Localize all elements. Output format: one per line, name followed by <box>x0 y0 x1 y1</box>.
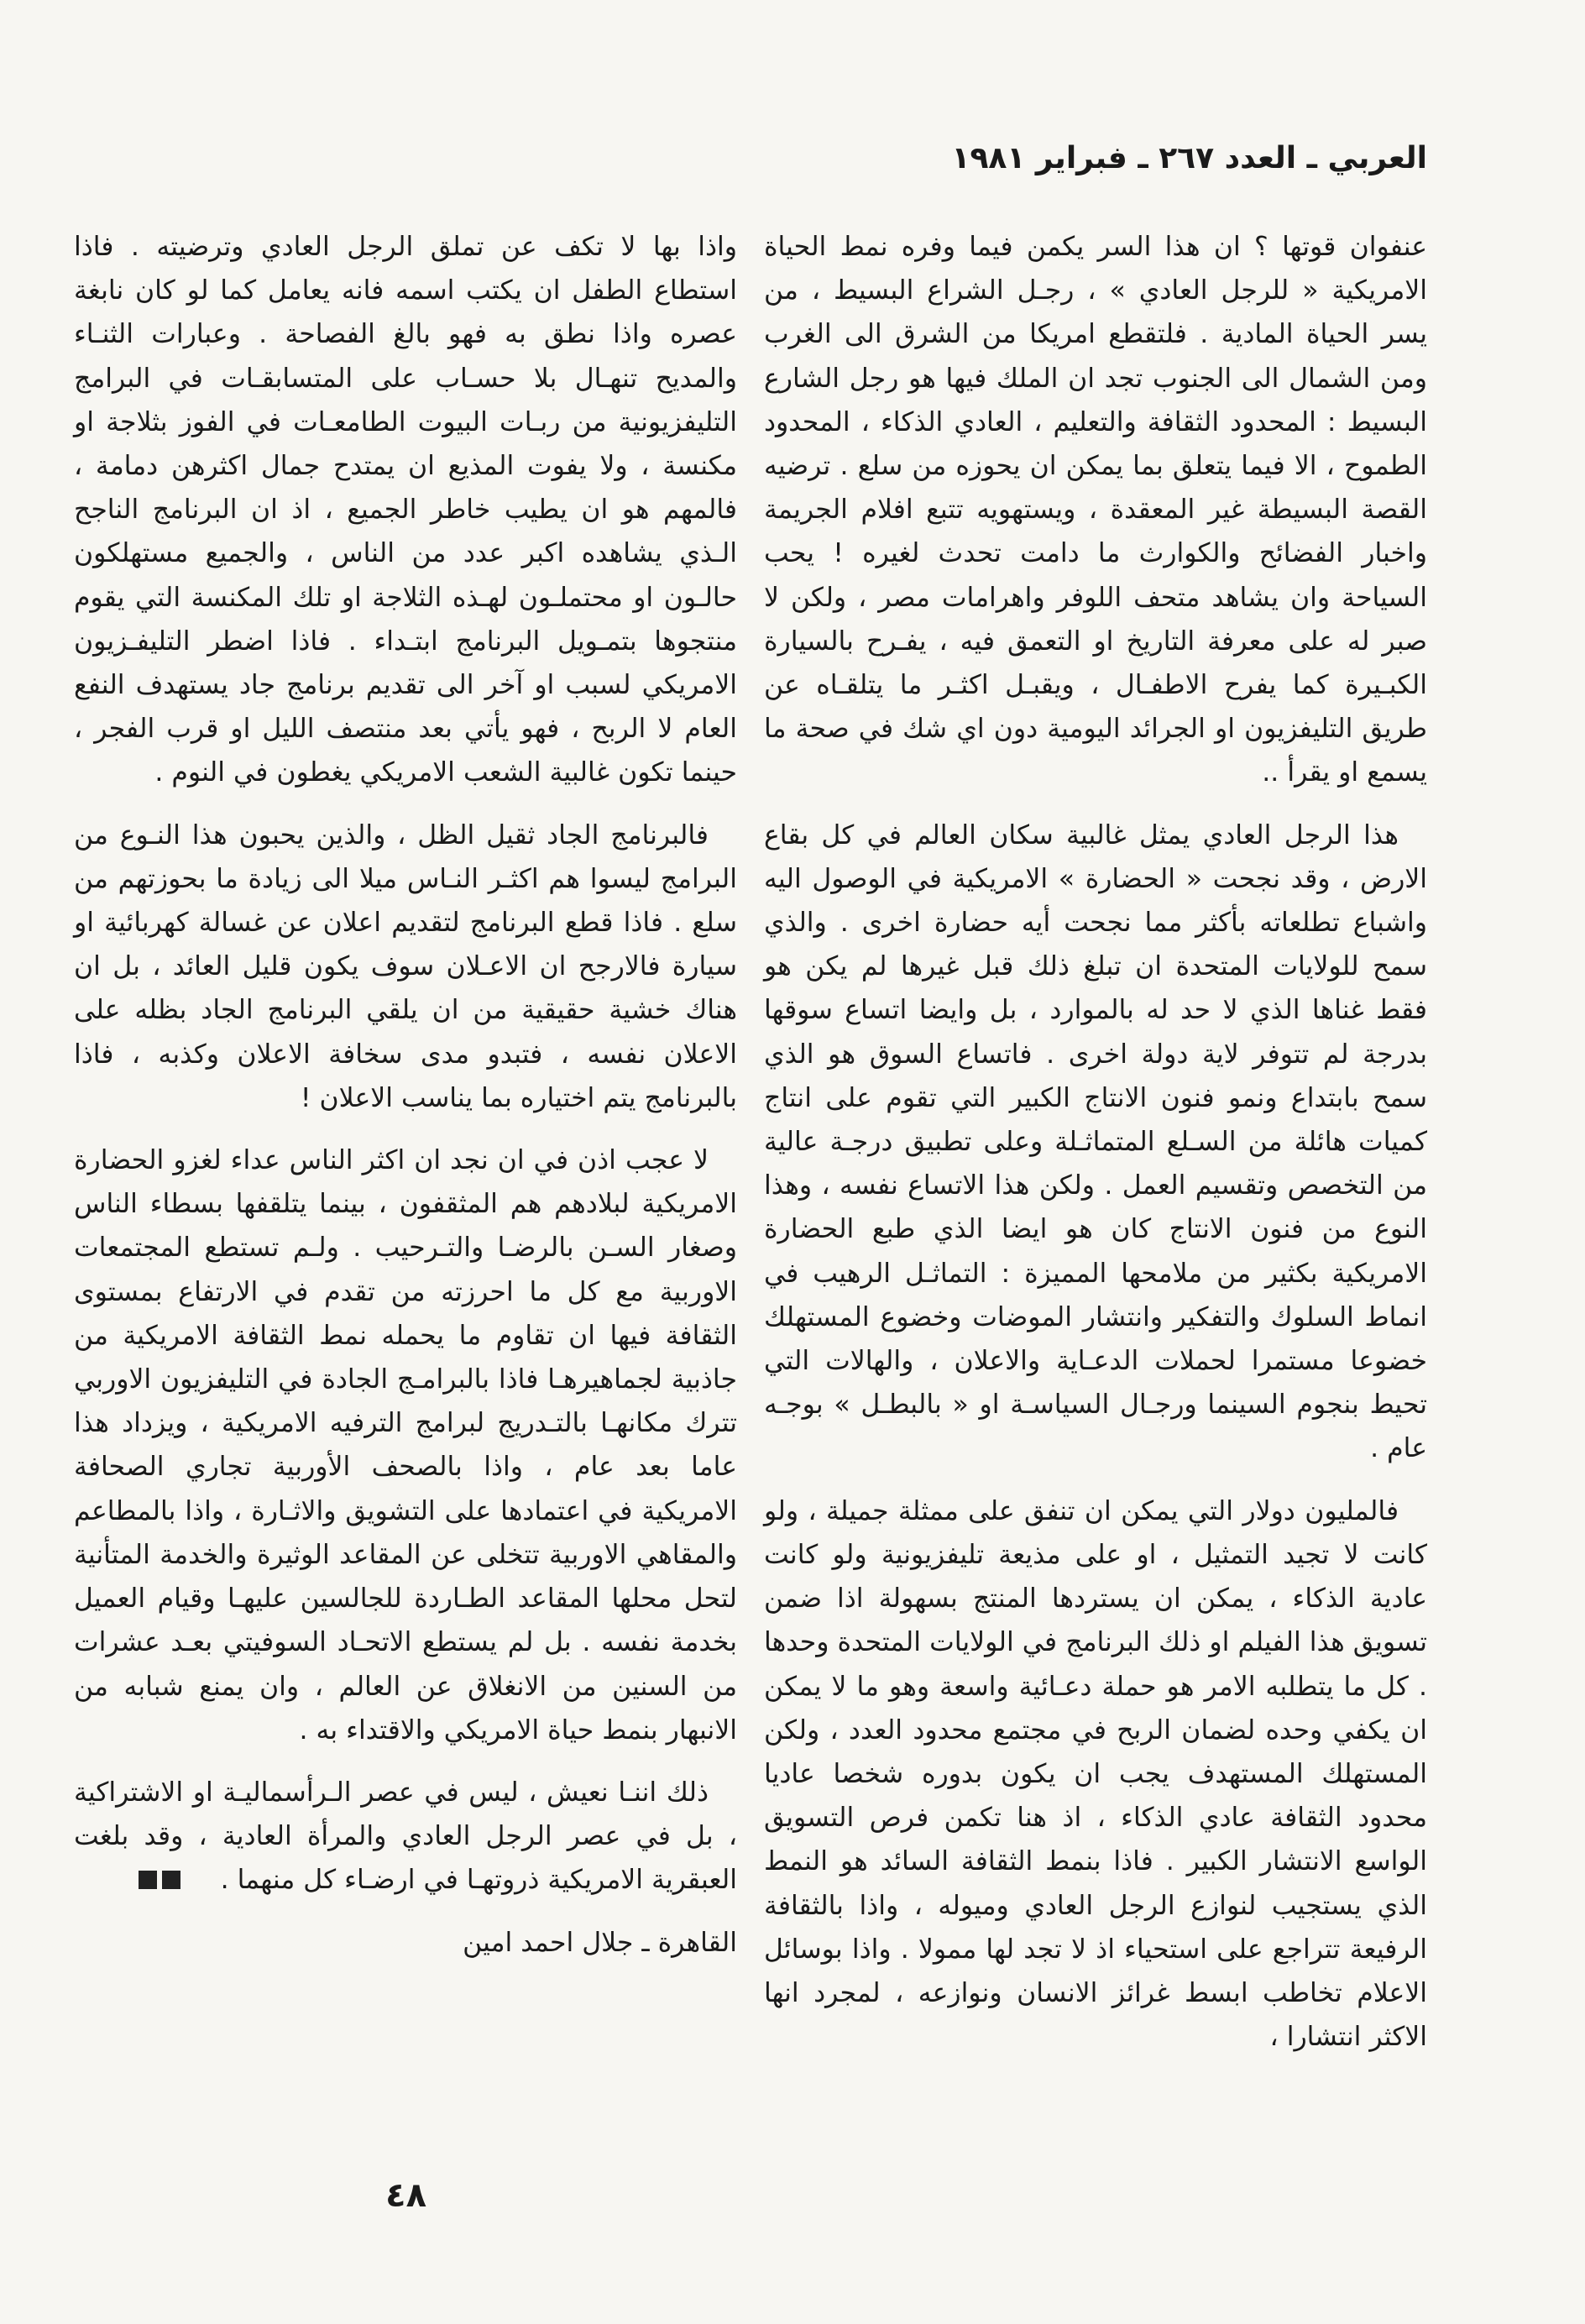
paragraph: هذا الرجل العادي يمثل غالبية سكان العالم في كل بقاع الارض ، وقد نجحت « الحضارة » الامريكية في الوصول اليه واشباع تطلعاته بأكثر مما نجحت أيه حضارة اخرى . والذي سمح للولايات المتحدة ان تبلغ ذلك قبل غيرها لم يكن هو فقط غناها الذي لا حد له بالموارد ، بل وايضا اتساع سوقها بدرجة لم تتوفر لاية دولة اخرى . فاتساع السوق هو الذي سمح بابتداع ونمو فنون الانتاج الكبير التي تقوم على انتاج كميات هائلة من السـلع المتماثـلة وعلى تطبيق درجـة عالية من التخصص وتقسيم العمل . ولكن هذا الاتساع نفسه ، وهذا النوع من فنون الانتاج كان هو ايضا الذي طبع الحضارة الامريكية بكثير من ملامحها المميزة : التماثـل الرهيب في انماط السلوك والتفكير وانتشار الموضات وخضوع المستهلك خضوعا مستمرا لحملات الدعـاية والاعلان ، والهالات التي تحيط بنجوم السينما ورجـال السياسـة او « بالبطـل » بوجـه عام . <box>764 819 1427 1464</box>
paragraph: فالبرنامج الجاد ثقيل الظل ، والذين يحبون هذا النـوع من البرامج ليسوا هم اكثـر النـاس ميلا الى زيادة ما بحوزتهم من سلع . فاذا قطع البرنامج لتقديم اعلان عن غسالة كهربائية او سيارة فالارجح ان الاعـلان سوف يكون قليل العائد ، بل ان هناك خشية حقيقية من ان يلقي البرنامج الجاد بظله على الاعلان نفسه ، فتبدو مدى سخافة الاعلان وكذبه ، فاذا بالبرنامج يتم اختياره بما يناسب الاعلان ! <box>74 819 737 1113</box>
page-number: ٤٨ <box>385 2176 426 2215</box>
article-column-right <box>764 225 1427 2077</box>
article-column-left <box>74 225 737 1965</box>
final-paragraph-text: ذلك اننـا نعيش ، ليس في عصر الـرأسماليـة او الاشتراكية ، بل في عصر الرجل العادي والمرأة العادية ، وقد بلغت العبقرية الامريكية ذروتهـا في ارضـاء كل منهما . <box>74 1777 737 1896</box>
paragraph: لا عجب اذن في ان نجد ان اكثر الناس عداء لغزو الحضارة الامريكية لبلادهم هم المثقفون ، بينما يتلقفها بسطاء الناس وصغار السـن بالرضـا والتـرحيب . ولـم تستطع المجتمعات الاوربية مع كل ما احرزته من تقدم في الارتفاع بمستوى الثقافة فيها ان تقاوم ما يحمله نمط الثقافة الامريكية من جاذبية لجماهيرهـا فاذا بالبرامـج الجادة في التليفزيون الاوربي تترك مكانهـا بالتـدريج لبرامج الترفيه الامريكية ، ويزداد هذا عاما بعد عام ، واذا بالصحف الأوربية تجاري الصحافة الامريكية في اعتمادها على التشويق والاثـارة ، واذا بالمطاعم والمقاهي الاوربية تتخلى عن المقاعد الوثيرة والخدمة المتأنية لتحل محلها المقاعد الطـاردة للجالسين عليهـا وقيام العميل بخدمة نفسه . بل لم يستطع الاتحـاد السوفيتي بعـد عشرات من السنين من الانغلاق عن العالم ، وان يمنع شبابه من الانبهار بنمط حياة الامريكي والاقتداء به . <box>74 1145 737 1746</box>
paragraph-final <box>74 1771 737 1903</box>
end-of-article-marks <box>133 1859 209 1903</box>
paragraph: واذا بها لا تكف عن تملق الرجل العادي وترضيته . فاذا استطاع الطفل ان يكتب اسمه فانه يعامل كما لو كان نابغة عصره واذا نطق به فهو بالغ الفصاحة . وعبارات الثنـاء والمديح تنهـال بلا حسـاب على المتسابقـات في البرامج التليفزيونية من ربـات البيوت الطامعـات في الفوز بثلاجة او مكنسة ، ولا يفوت المذيع ان يمتدح جمال اكثرهن دمامة ، فالمهم هو ان يطيب خاطر الجميع ، اذ ان البرنامج الناجح الـذي يشاهده اكبر عدد من الناس ، والجميع مستهلكون حالـون او محتملـون لهـذه الثلاجة او تلك المكنسة التي يقوم منتجوها بتمـويل البرنامج ابتـداء . فاذا اضطر التليفـزيون الامريكي لسبب او آخر الى تقديم برنامج جاد يستهدف النفع العام لا الربح ، فهو يأتي بعد منتصف الليل او قرب الفجر ، حينما تكون غالبية الشعب الامريكي يغطون في النوم . <box>74 232 737 788</box>
running-header: العربي ـ العدد ٢٦٧ ـ فبراير ١٩٨١ <box>951 141 1427 175</box>
author-byline: القاهرة ـ جلال احمد امين <box>463 1928 737 1959</box>
paragraph: فالمليون دولار التي يمكن ان تنفق على ممثلة جميلة ، ولو كانت لا تجيد التمثيل ، او على مذيعة تليفزيونية ولو كانت عادية الذكاء ، يمكن ان يستردها المنتج بسهولة اذا ضمن تسويق هذا الفيلم او ذلك البرنامج في الولايات المتحدة وحدها . كل ما يتطلبه الامر هو حملة دعـائية واسعة وهو ما لا يمكن ان يكفي وحده لضمان الربح في مجتمع محدود العدد ، ولكن المستهلك المستهدف يجب ان يكون بدوره شخصا عاديا محدود الثقافة عادي الذكاء ، اذ هنا تكمن فرص التسويق الواسع الانتشار الكبير . فاذا بنمط الثقافة السائد هو النمط الذي يستجيب لنوازع الرجل العادي وميوله ، واذا بالثقافة الرفيعة تتراجع على استحياء اذ لا تجد لها ممولا . واذا بوسائل الاعلام تخاطب ابسط غرائز الانسان ونوازعه ، لمجرد انها الاكثر انتشارا ، <box>764 1495 1427 2053</box>
paragraph: عنفوان قوتها ؟ ان هذا السر يكمن فيما وفره نمط الحياة الامريكية « للرجل العادي » ، رجـل الشراع البسيط ، من يسر الحياة المادية . فلتقطع امريكا من الشرق الى الغرب ومن الشمال الى الجنوب تجد ان الملك فيها هو رجل الشارع البسيط : المحدود الثقافة والتعليم ، العادي الذكاء ، المحدود الطموح ، الا فيما يتعلق بما يمكن ان يحوزه من سلع . ترضيه القصة البسيطة غير المعقدة ، ويستهويه تتبع افلام الجريمة واخبار الفضائح والكوارث ما دامت تحدث لغيره ! يحب السياحة وان يشاهد متحف اللوفر واهرامات مصر ، ولكن لا صبر له على معرفة التاريخ او التعمق فيه ، يفـرح بالسيارة الكبـيرة كما يفرح الاطفـال ، ويقبـل اكثـر ما يتلقـاه عن طريق التليفزيون او الجرائد اليومية دون اي شك في صحة ما يسمع او يقرأ .. <box>764 232 1427 788</box>
